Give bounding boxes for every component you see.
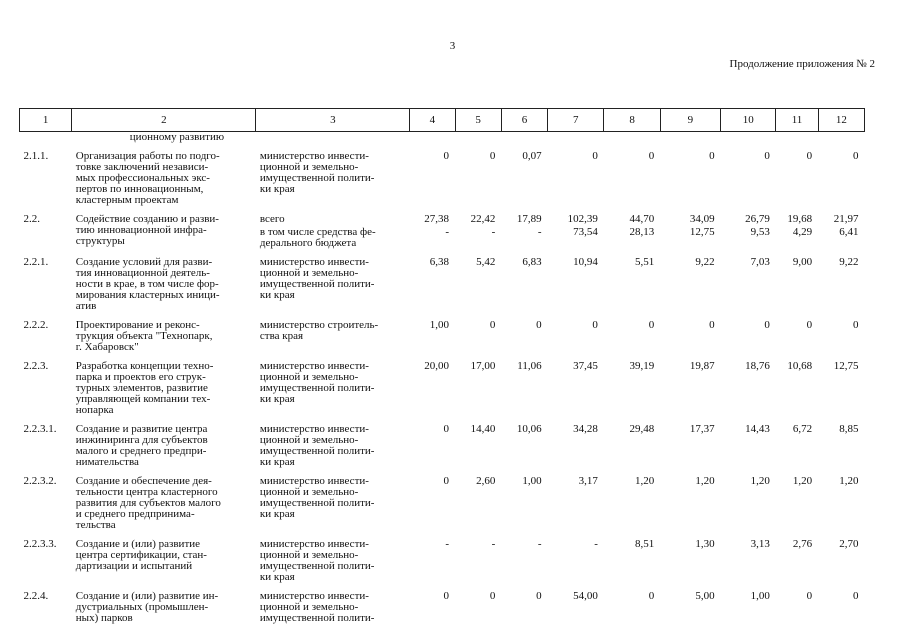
column-header: 9 xyxy=(660,109,720,132)
value-cell: 0 xyxy=(489,319,496,331)
value-cell: 19,68 xyxy=(787,213,813,225)
value-cell: 0 xyxy=(648,590,655,602)
column-header: 10 xyxy=(721,109,776,132)
column-header: 2 xyxy=(72,109,256,132)
value-cell: 0 xyxy=(853,590,859,602)
value-cell: 17,89 xyxy=(516,213,542,225)
value-cell: 22,42 xyxy=(470,213,496,225)
value-cell: 10,68 xyxy=(787,360,813,372)
row-code: 2.2.3. xyxy=(23,360,49,372)
value-cell: - xyxy=(445,538,450,550)
value-cell: 10,94 xyxy=(573,256,598,268)
value-cell: 2,76 xyxy=(792,538,813,550)
value-cell: 44,70 xyxy=(629,213,655,225)
column-header: 1 xyxy=(20,109,72,132)
value-cell: 21,97 xyxy=(833,213,859,225)
value-cell: - xyxy=(445,226,450,238)
row-executor: министерство инвести- ционной и земельно- имущественной полити- ки края xyxy=(259,475,375,520)
table-row xyxy=(20,151,865,214)
value-cell: 3,13 xyxy=(750,538,770,550)
value-cell: - xyxy=(594,538,598,550)
value-cell: 39,19 xyxy=(629,360,655,372)
table-body xyxy=(20,132,865,633)
value-cell: 8,85 xyxy=(839,423,859,435)
value-cell: 0 xyxy=(443,590,450,602)
value-cell: 1,20 xyxy=(839,475,859,487)
row-code: 2.2.2. xyxy=(23,319,49,331)
row-code: 2.2. xyxy=(23,213,40,225)
value-cell: 29,48 xyxy=(629,423,655,435)
value-cell: 19,87 xyxy=(689,360,715,372)
value-cell: 1,20 xyxy=(634,475,655,487)
value-cell: 11,06 xyxy=(517,360,542,372)
value-cell: 5,51 xyxy=(634,256,655,268)
column-header: 3 xyxy=(256,109,410,132)
value-cell: 1,00 xyxy=(522,475,542,487)
row-code: 2.2.3.3. xyxy=(23,538,57,550)
value-cell: 4,29 xyxy=(792,226,813,238)
value-cell: 2,60 xyxy=(476,475,496,487)
column-header: 11 xyxy=(776,109,818,132)
value-cell: 26,79 xyxy=(745,213,770,225)
value-cell: - xyxy=(537,538,542,550)
value-cell: 9,00 xyxy=(792,256,813,268)
row-executor: министерство инвести- ционной и земельно- имущественной полити- ки края xyxy=(259,150,375,195)
value-cell: 0 xyxy=(592,150,598,162)
row-executor: всего xyxy=(259,213,285,225)
value-cell: 6,41 xyxy=(839,226,859,238)
value-cell: 0 xyxy=(853,150,859,162)
value-cell: 7,03 xyxy=(750,256,770,268)
value-cell: 9,53 xyxy=(750,226,770,238)
row-title: Создание условий для разви- тия инновационной деятель- ности в крае, в том числе фор- мирования кластерных иници- атив xyxy=(75,256,220,312)
appendix-continuation-note: Продолжение приложения № 2 xyxy=(729,58,875,70)
row-title: Организация работы по подго- товке заключений независи- мых профессиональных экс- пертов по инновационным, кластерным проектам xyxy=(75,150,220,206)
value-cell: 0 xyxy=(709,150,715,162)
column-header: 12 xyxy=(818,109,864,132)
value-cell: 1,20 xyxy=(695,475,715,487)
value-cell: 12,75 xyxy=(833,360,859,372)
value-cell: 0 xyxy=(853,319,859,331)
value-cell: 17,00 xyxy=(470,360,496,372)
value-cell: 102,39 xyxy=(567,213,598,225)
row-executor: министерство строитель- ства края xyxy=(259,319,379,342)
value-cell: 8,51 xyxy=(634,538,655,550)
row-code: 2.2.3.2. xyxy=(23,475,57,487)
value-cell: 0 xyxy=(443,475,450,487)
value-cell: 0 xyxy=(764,319,770,331)
value-cell: 0 xyxy=(806,319,813,331)
table-header-row xyxy=(20,109,865,132)
value-cell: 1,00 xyxy=(750,590,770,602)
value-cell: 10,06 xyxy=(516,423,542,435)
row-executor: министерство инвести- ционной и земельно- имущественной полити- ки края xyxy=(259,360,375,405)
row-code: 2.2.1. xyxy=(23,256,49,268)
row-title: Создание и (или) развитие центра сертификации, стан- дартизации и испытаний xyxy=(75,538,207,572)
column-header: 6 xyxy=(501,109,547,132)
value-cell: 5,42 xyxy=(476,256,496,268)
value-cell: 54,00 xyxy=(573,590,598,602)
value-cell: 14,40 xyxy=(470,423,496,435)
value-cell: 0 xyxy=(709,319,715,331)
value-cell: 9,22 xyxy=(839,256,859,268)
value-cell: 6,38 xyxy=(429,256,450,268)
row-code: 2.1.1. xyxy=(23,150,49,162)
value-cell: 0 xyxy=(764,150,770,162)
value-cell: 1,00 xyxy=(429,319,450,331)
column-header: 4 xyxy=(410,109,455,132)
value-cell: 17,37 xyxy=(689,423,715,435)
continuation-row xyxy=(20,132,865,152)
value-cell: 2,70 xyxy=(839,538,859,550)
subrow-executor: в том числе средства фе- дерального бюджета xyxy=(259,226,376,249)
value-cell: 0,07 xyxy=(522,150,542,162)
value-cell: 9,22 xyxy=(695,256,715,268)
row-code: 2.2.3.1. xyxy=(23,423,57,435)
row-title: Проектирование и реконс- трукция объекта "Технопарк, г. Хабаровск" xyxy=(75,319,213,353)
value-cell: 0 xyxy=(806,150,813,162)
value-cell: 34,28 xyxy=(573,423,598,435)
row-title: Создание и обеспечение дея- тельности центра кластерного развития для субъектов малого и среднего предпринима- тельства xyxy=(75,475,221,531)
value-cell: 1,20 xyxy=(750,475,770,487)
row-executor: министерство инвести- ционной и земельно- имущественной полити- xyxy=(259,590,375,624)
row-executor: министерство инвести- ционной и земельно- имущественной полити- ки края xyxy=(259,256,375,301)
value-cell: 0 xyxy=(592,319,598,331)
value-cell: 18,76 xyxy=(745,360,770,372)
table-row xyxy=(20,320,865,361)
value-cell: 5,00 xyxy=(695,590,715,602)
value-cell: 20,00 xyxy=(424,360,450,372)
row-title: Создание и (или) развитие ин- дустриальных (промышлен- ных) парков xyxy=(75,590,219,624)
table-row xyxy=(20,591,865,632)
column-header: 7 xyxy=(548,109,604,132)
table-row xyxy=(20,539,865,591)
value-cell: 6,83 xyxy=(522,256,542,268)
value-cell: 0 xyxy=(806,590,813,602)
column-header: 8 xyxy=(604,109,660,132)
value-cell: 34,09 xyxy=(689,213,715,225)
value-cell: 0 xyxy=(443,150,450,162)
column-header: 5 xyxy=(455,109,501,132)
table-row xyxy=(20,424,865,476)
row-executor: министерство инвести- ционной и земельно- имущественной полити- ки края xyxy=(259,538,375,583)
value-cell: 0 xyxy=(648,319,655,331)
table-row xyxy=(20,476,865,539)
row-title: Содействие созданию и разви- тию инновационной инфра- структуры xyxy=(75,213,219,247)
row-title: Разработка концепции техно- парка и проектов его струк- турных элементов, развитие управляющей компании тех- нопарка xyxy=(75,360,214,416)
value-cell: - xyxy=(537,226,542,238)
value-cell: 0 xyxy=(536,590,542,602)
program-table xyxy=(19,108,865,632)
table-row xyxy=(20,257,865,320)
table-row xyxy=(20,214,865,227)
value-cell: 0 xyxy=(489,590,496,602)
value-cell: 0 xyxy=(443,423,450,435)
value-cell: - xyxy=(491,538,496,550)
value-cell: 37,45 xyxy=(573,360,598,372)
value-cell: 12,75 xyxy=(689,226,715,238)
value-cell: 28,13 xyxy=(629,226,655,238)
row-title: Создание и развитие центра инжиниринга для субъектов малого и среднего предпри- нимательства xyxy=(75,423,208,468)
value-cell: 27,38 xyxy=(424,213,450,225)
row-code: 2.2.4. xyxy=(23,590,49,602)
page-number: 3 xyxy=(449,40,456,52)
value-cell: 6,72 xyxy=(792,423,813,435)
value-cell: 1,20 xyxy=(792,475,813,487)
row-executor: министерство инвести- ционной и земельно- имущественной полити- ки края xyxy=(259,423,375,468)
value-cell: - xyxy=(491,226,496,238)
table-row xyxy=(20,361,865,424)
value-cell: 3,17 xyxy=(578,475,598,487)
value-cell: 0 xyxy=(648,150,655,162)
value-cell: 0 xyxy=(489,150,496,162)
value-cell: 73,54 xyxy=(573,226,598,238)
value-cell: 14,43 xyxy=(745,423,770,435)
value-cell: 1,30 xyxy=(695,538,715,550)
continued-text: ционному развитию xyxy=(129,131,225,143)
value-cell: 0 xyxy=(536,319,542,331)
